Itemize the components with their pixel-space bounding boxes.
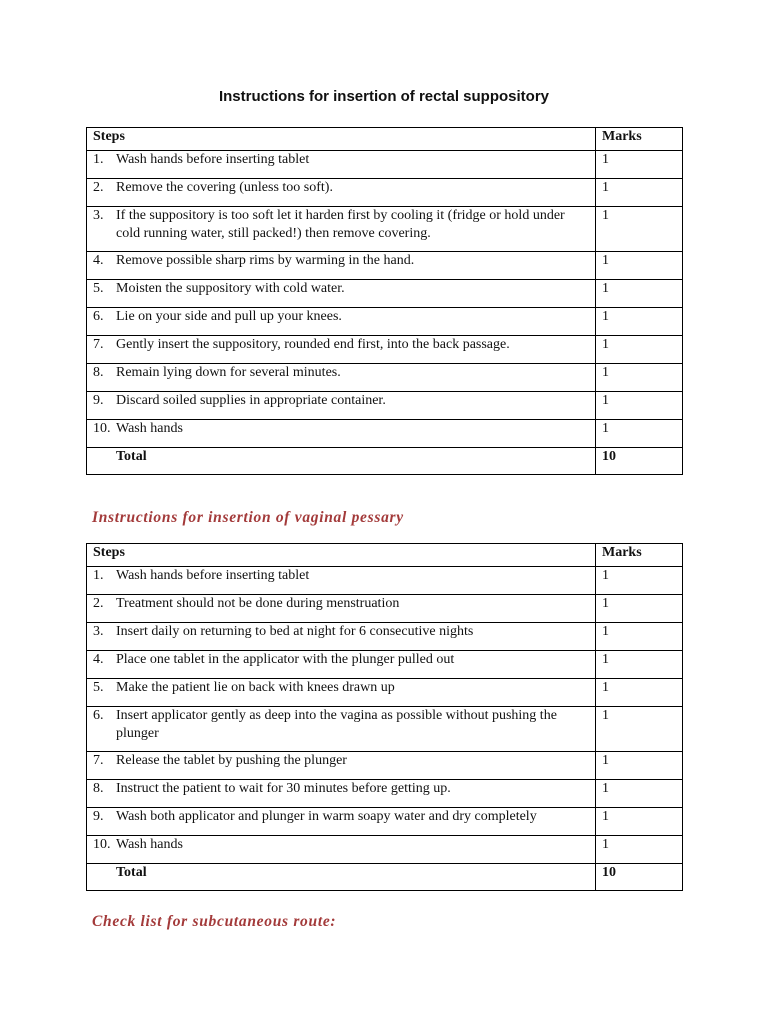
- mark-cell: 1: [596, 567, 683, 595]
- step-number: 2.: [93, 180, 104, 195]
- step-cell: [87, 151, 596, 179]
- step-text: Release the tablet by pushing the plunger: [116, 753, 347, 768]
- step-text: Gently insert the suppository, rounded end first, into the back passage.: [116, 337, 510, 352]
- step-text: If the suppository is too soft let it harden first by cooling it (fridge or hold under cold running water, still packed!) then remove covering.: [116, 208, 565, 241]
- step-cell: [87, 364, 596, 392]
- total-row: [87, 448, 683, 475]
- table-row: [87, 623, 683, 651]
- mark-cell: 1: [596, 420, 683, 448]
- step-text: Remain lying down for several minutes.: [116, 365, 341, 380]
- step-number: 3.: [93, 208, 104, 223]
- marks-header: Marks: [596, 128, 683, 151]
- table-row: [87, 679, 683, 707]
- vaginal-pessary-table: [86, 543, 683, 891]
- step-cell: [87, 567, 596, 595]
- step-number: 4.: [93, 253, 104, 268]
- mark-cell: 1: [596, 679, 683, 707]
- step-number: 6.: [93, 708, 104, 723]
- mark-cell: 1: [596, 836, 683, 864]
- table-row: [87, 752, 683, 780]
- table-header-row: [87, 128, 683, 151]
- table-row: [87, 567, 683, 595]
- step-cell: [87, 707, 596, 752]
- table-row: [87, 651, 683, 679]
- step-cell: [87, 420, 596, 448]
- table-row: [87, 151, 683, 179]
- mark-cell: 1: [596, 707, 683, 752]
- step-number: 6.: [93, 309, 104, 324]
- step-number: 1.: [93, 568, 104, 583]
- step-cell: [87, 308, 596, 336]
- mark-cell: 1: [596, 252, 683, 280]
- step-cell: [87, 651, 596, 679]
- mark-cell: 1: [596, 207, 683, 252]
- step-number: 9.: [93, 809, 104, 824]
- step-cell: [87, 392, 596, 420]
- step-number: 10.: [93, 421, 111, 436]
- step-cell: [87, 280, 596, 308]
- step-cell: [87, 752, 596, 780]
- table-row: [87, 280, 683, 308]
- step-number: 5.: [93, 281, 104, 296]
- step-number: 8.: [93, 781, 104, 796]
- step-number: 5.: [93, 680, 104, 695]
- vaginal-pessary-title: Instructions for insertion of vaginal pessary: [92, 509, 404, 526]
- total-label: [87, 448, 596, 475]
- step-cell: [87, 623, 596, 651]
- table-row: [87, 308, 683, 336]
- step-cell: [87, 780, 596, 808]
- step-cell: [87, 336, 596, 364]
- total-label-text: Total: [116, 449, 147, 464]
- step-number: 2.: [93, 596, 104, 611]
- mark-cell: 1: [596, 280, 683, 308]
- step-text: Moisten the suppository with cold water.: [116, 281, 345, 296]
- rectal-suppository-title: Instructions for insertion of rectal suppository: [218, 88, 550, 105]
- step-text: Wash hands before inserting tablet: [116, 568, 310, 583]
- mark-cell: 1: [596, 364, 683, 392]
- mark-cell: 1: [596, 179, 683, 207]
- step-number: 9.: [93, 393, 104, 408]
- mark-cell: 1: [596, 392, 683, 420]
- step-number: 7.: [93, 337, 104, 352]
- table-row: [87, 780, 683, 808]
- mark-cell: 1: [596, 336, 683, 364]
- table-header-row: [87, 544, 683, 567]
- step-number: 3.: [93, 624, 104, 639]
- total-row: [87, 864, 683, 891]
- total-label-text: Total: [116, 865, 147, 880]
- table-row: [87, 707, 683, 752]
- table-row: [87, 595, 683, 623]
- step-cell: [87, 808, 596, 836]
- mark-cell: 1: [596, 651, 683, 679]
- total-value: 10: [596, 864, 683, 891]
- step-text: Instruct the patient to wait for 30 minutes before getting up.: [116, 781, 451, 796]
- subcutaneous-checklist-title: Check list for subcutaneous route:: [92, 913, 337, 930]
- step-text: Wash both applicator and plunger in warm soapy water and dry completely: [116, 809, 537, 824]
- total-label: [87, 864, 596, 891]
- table-row: [87, 836, 683, 864]
- step-cell: [87, 252, 596, 280]
- rectal-suppository-table: [86, 127, 683, 475]
- step-text: Insert daily on returning to bed at night for 6 consecutive nights: [116, 624, 474, 639]
- mark-cell: 1: [596, 808, 683, 836]
- step-text: Treatment should not be done during menstruation: [116, 596, 400, 611]
- marks-header: Marks: [596, 544, 683, 567]
- step-cell: [87, 836, 596, 864]
- steps-header: Steps: [87, 128, 596, 151]
- step-text: Wash hands: [116, 837, 183, 852]
- mark-cell: 1: [596, 780, 683, 808]
- step-cell: [87, 179, 596, 207]
- total-value: 10: [596, 448, 683, 475]
- table-row: [87, 808, 683, 836]
- table-row: [87, 392, 683, 420]
- step-text: Place one tablet in the applicator with the plunger pulled out: [116, 652, 455, 667]
- step-number: 1.: [93, 152, 104, 167]
- table-row: [87, 252, 683, 280]
- step-cell: [87, 595, 596, 623]
- mark-cell: 1: [596, 623, 683, 651]
- step-text: Lie on your side and pull up your knees.: [116, 309, 342, 324]
- step-text: Insert applicator gently as deep into the vagina as possible without pushing the plunger: [116, 708, 557, 741]
- table-row: [87, 420, 683, 448]
- step-cell: [87, 207, 596, 252]
- step-text: Wash hands: [116, 421, 183, 436]
- step-number: 7.: [93, 753, 104, 768]
- step-number: 8.: [93, 365, 104, 380]
- step-text: Make the patient lie on back with knees drawn up: [116, 680, 395, 695]
- steps-header: Steps: [87, 544, 596, 567]
- step-number: 10.: [93, 837, 111, 852]
- table-row: [87, 364, 683, 392]
- mark-cell: 1: [596, 308, 683, 336]
- step-cell: [87, 679, 596, 707]
- table-row: [87, 336, 683, 364]
- table-row: [87, 179, 683, 207]
- step-number: 4.: [93, 652, 104, 667]
- mark-cell: 1: [596, 595, 683, 623]
- mark-cell: 1: [596, 752, 683, 780]
- step-text: Wash hands before inserting tablet: [116, 152, 310, 167]
- step-text: Discard soiled supplies in appropriate container.: [116, 393, 386, 408]
- table-row: [87, 207, 683, 252]
- step-text: Remove possible sharp rims by warming in the hand.: [116, 253, 415, 268]
- step-text: Remove the covering (unless too soft).: [116, 180, 333, 195]
- mark-cell: 1: [596, 151, 683, 179]
